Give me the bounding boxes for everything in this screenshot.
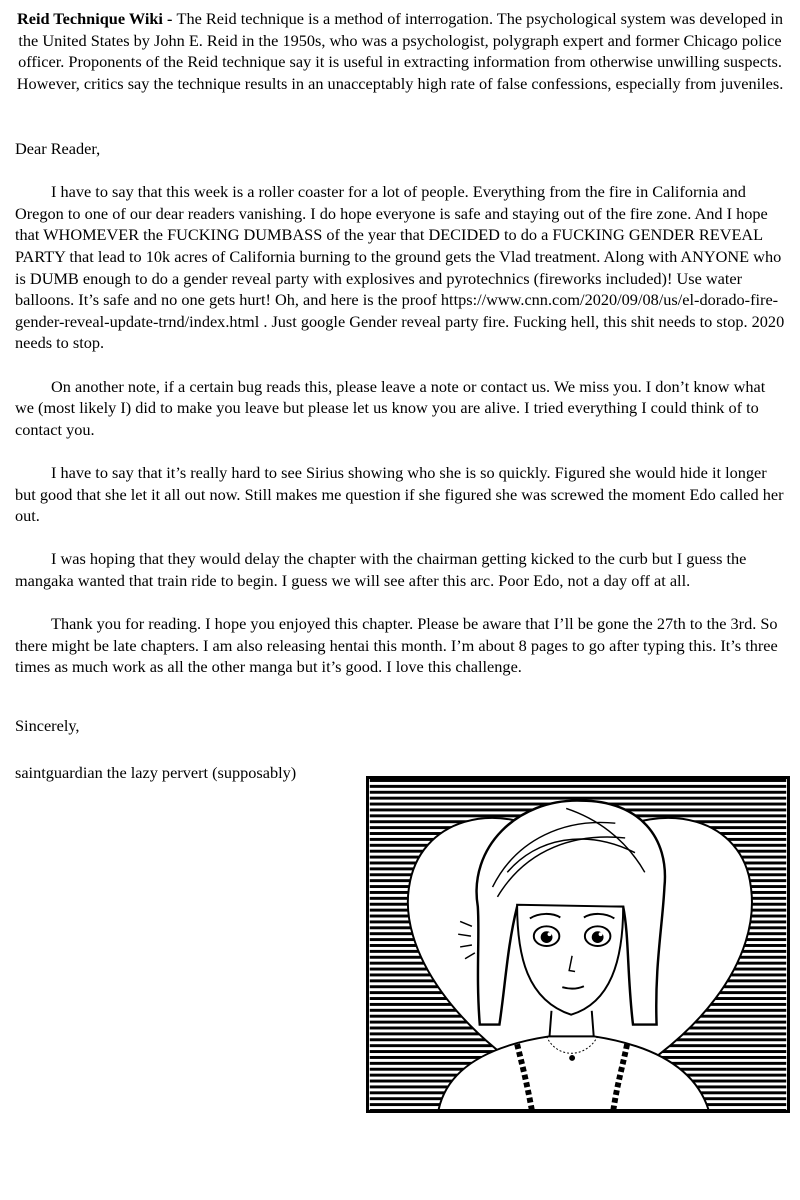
manga-panel-illustration [369,779,787,1110]
reid-technique-intro [12,8,788,94]
letter-paragraph: Thank you for reading. I hope you enjoyed this chapter. Please be aware that I’ll be gone the 27th to the 3rd. So there might be late chapters. I am also releasing hentai this month. I’m about 8 pages to go after typing this. It’s three times as much work as all the other manga but it’s good. I love this challenge. [15,614,778,677]
letter-paragraph: I was hoping that they would delay the chapter with the chairman getting kicked to the curb but I guess the mangaka wanted that train ride to begin. I guess we will see after this arc. Poor Edo, not a day off at all. [15,549,747,590]
letter-closing: Sincerely, [15,716,80,735]
letter-signature: saintguardian the lazy pervert (supposably) [15,763,297,782]
manga-girl-portrait-icon [366,776,790,1113]
letter-body [15,138,787,699]
letter-paragraph: On another note, if a certain bug reads this, please leave a note or contact us. We miss you. I don’t know what we (most likely I) did to make you leave but please let us know you are alive. I tried everything I could think of to contact you. [15,376,766,439]
intro-title: Reid Technique Wiki - [16,9,177,28]
letter-paragraph: I have to say that it’s really hard to see Sirius showing who she is so quickly. Figured she would hide it longer but good that she let it all out now. Still makes me question if she figured she was screwed the moment Edo called her out. [15,462,784,526]
intro-text: The Reid technique is a method of interrogation. The psychological system was developed in the United States by John E. Reid in the 1950s, who was a psychologist, polygraph expert and former Chicago police officer. Proponents of the Reid technique say it is useful in extracting information from otherwise unwilling suspects. However, critics say the technique results in an unacceptably high rate of false confessions, especially from juveniles. [16,9,784,93]
letter-paragraph: I have to say that this week is a roller coaster for a lot of people. Everything from the fire in California and Oregon to one of our dear readers vanishing. I do hope everyone is safe and staying out of the fire zone. And I hope that WHOMEVER the FUCKING DUMBASS of the year that DECIDED to do a FUCKING GENDER REVEAL PARTY that lead to 10k acres of California burning to the ground gets the Vlad treatment. Along with ANYONE who is DUMB enough to do a gender reveal party with explosives and pyrotechnics (fireworks included)! Use water balloons. It’s safe and no one gets hurt! Oh, and here is the proof https://www.cnn.com/2020/09/08/us/el-dorado-fire-gender-reveal-update-trnd/index.html . Just google Gender reveal party fire. Fucking hell, this shit needs to stop. 2020 needs to stop. [15,182,785,353]
letter-greeting: Dear Reader, [15,139,101,158]
